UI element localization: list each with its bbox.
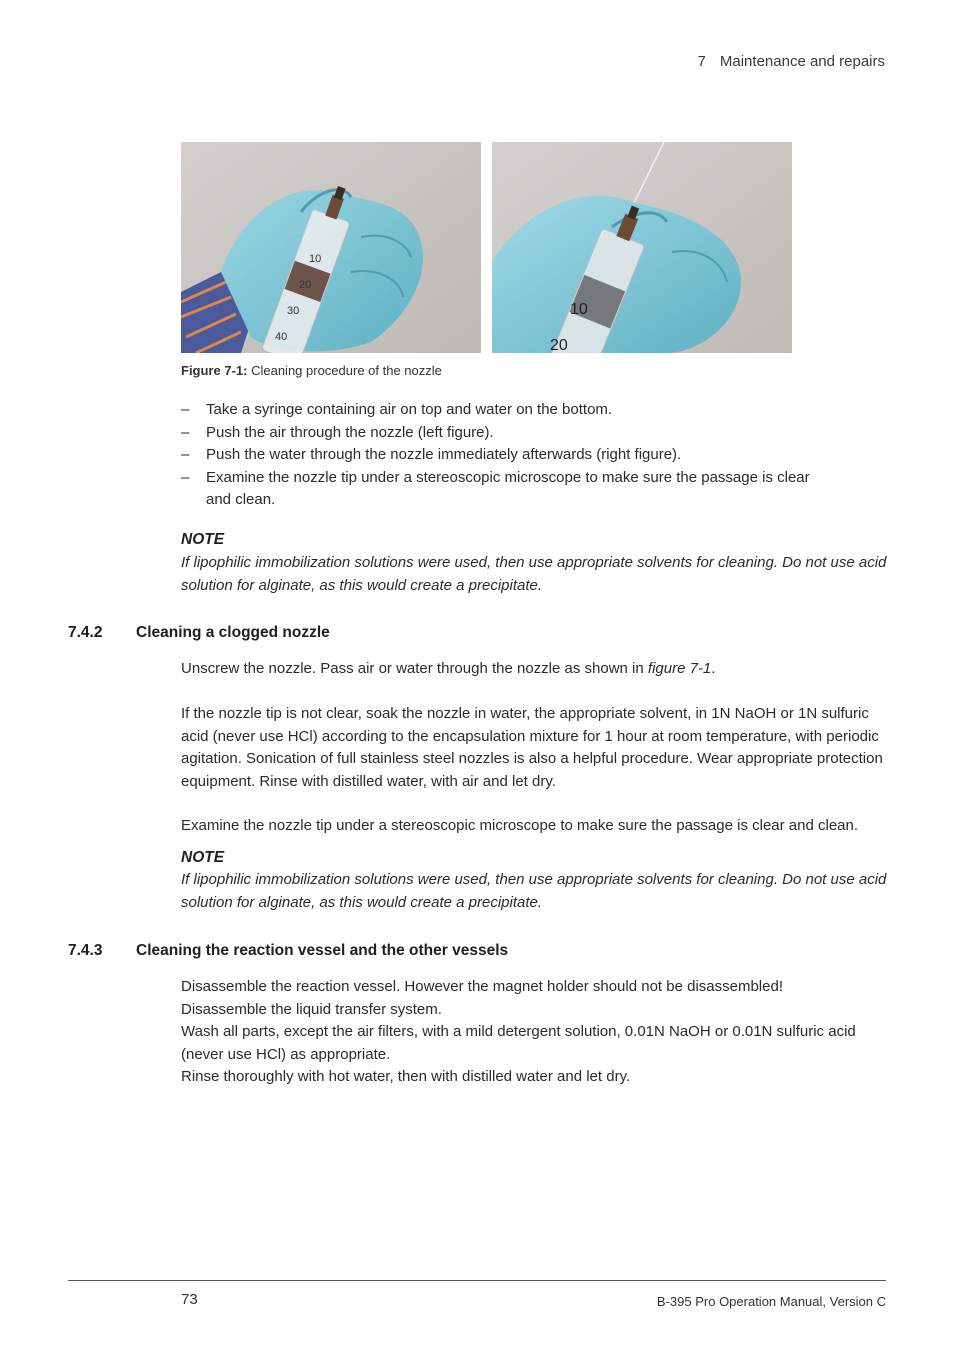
caption-text: Cleaning procedure of the nozzle	[251, 363, 442, 378]
list-item: – Examine the nozzle tip under a stereoscopic microscope to make sure the passage is clear and clean.	[181, 468, 810, 508]
note-title: NOTE	[181, 849, 225, 866]
section-743-body: Disassemble the reaction vessel. However the magnet holder should not be disassembled! Disassemble the liquid transfer system. Wash all parts, except the air filters, with a mild detergent solution, 0.01N NaOH or 0.01N sulfuric acid (never use HCl) as appropriate. Rinse thoroughly with hot water, then with distilled water and let dry.	[181, 978, 856, 1085]
figure-reference: figure 7-1	[647, 660, 712, 677]
figure-photo-left	[181, 142, 481, 353]
running-header	[698, 53, 885, 70]
document-title: B-395 Pro Operation Manual, Version C	[656, 1294, 886, 1309]
list-item: – Take a syringe containing air on top and water on the bottom.	[181, 399, 821, 422]
list-item: – Push the air through the nozzle (left figure).	[181, 422, 821, 445]
graduation-30: 30	[287, 305, 300, 317]
section-742-p2: If the nozzle tip is not clear, soak the nozzle in water, the appropriate solvent, in 1N NaOH or 1N sulfuric acid (never use HCl) according to the encapsulation mixture for 1 hour at room temperature, with periodic agitation. Sonication of full stainless steel nozzles is also a helpful procedure. Wear appropriate protection equipment. Rinse with distilled water, with air and let dry.	[181, 705, 883, 790]
graduation-20: 20	[550, 337, 568, 353]
graduation-10: 10	[570, 301, 588, 318]
dash-marker: –	[181, 468, 190, 486]
note-text: If lipophilic immobilization solutions were used, then use appropriate solvents for cleaning. Do not use acid solution for alginate, as this would create a precipitate.	[181, 554, 887, 594]
section-number: 7.4.2	[68, 624, 103, 641]
graduation-10: 10	[309, 253, 322, 265]
section-heading-742	[68, 624, 868, 646]
section-title: Cleaning the reaction vessel and the other vessels	[136, 942, 509, 959]
chapter-title: Maintenance and repairs	[719, 53, 885, 70]
syringe-water-jet-illustration	[492, 142, 792, 353]
note-title: NOTE	[181, 531, 225, 548]
list-item: – Push the water through the nozzle immediately afterwards (right figure).	[181, 444, 821, 467]
figure-photo-right	[492, 142, 792, 353]
section-742-p3: Examine the nozzle tip under a stereoscopic microscope to make sure the passage is clear and clean.	[181, 817, 859, 834]
graduation-40: 40	[275, 331, 288, 343]
chapter-number: 7	[697, 53, 706, 70]
caption-label: Figure 7-1:	[181, 363, 248, 378]
dash-marker: –	[181, 446, 190, 463]
section-title: Cleaning a clogged nozzle	[136, 624, 330, 641]
syringe-air-illustration	[181, 142, 481, 353]
dash-marker: –	[181, 423, 190, 441]
dash-marker: –	[181, 401, 190, 418]
note-text: If lipophilic immobilization solutions were used, then use appropriate solvents for cleaning. Do not use acid solution for alginate, as this would create a precipitate.	[181, 871, 887, 911]
section-number: 7.4.3	[68, 942, 103, 959]
graduation-20: 20	[299, 279, 312, 291]
section-heading-743	[68, 942, 868, 964]
figure-caption	[181, 363, 442, 378]
page-number: 73	[181, 1291, 198, 1308]
footer-divider	[68, 1280, 886, 1281]
section-742-p1: Unscrew the nozzle. Pass air or water through the nozzle as shown in figure 7-1.	[181, 660, 716, 677]
procedure-list	[181, 399, 821, 512]
